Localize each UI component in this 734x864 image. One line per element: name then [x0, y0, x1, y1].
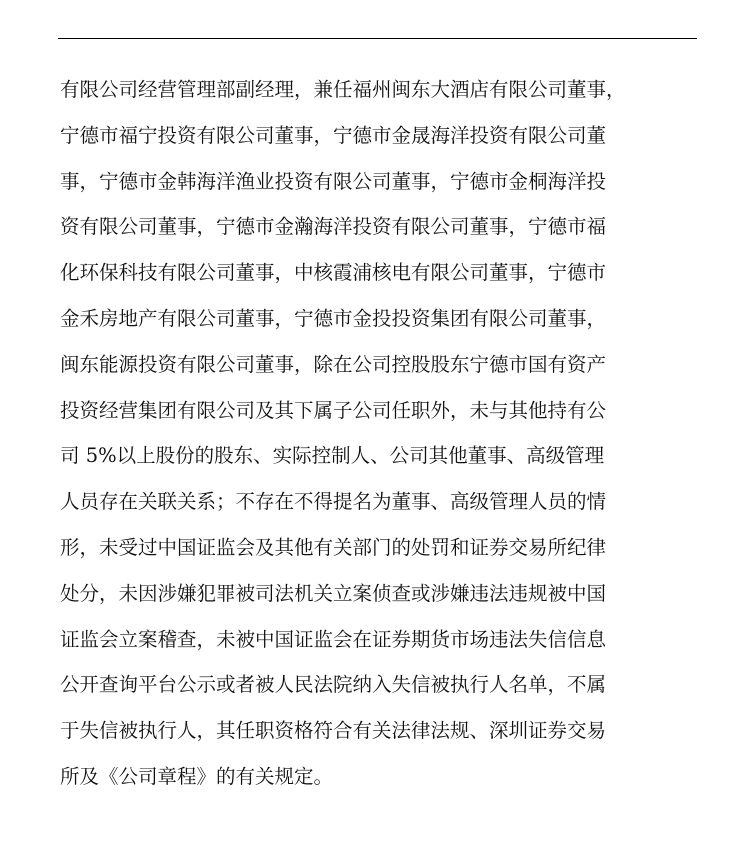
header-divider [58, 38, 697, 39]
paragraph-line: 于失信被执行人，其任职资格符合有关法律法规、深圳证券交易 [60, 719, 607, 743]
paragraph-line: 资有限公司董事，宁德市金瀚海洋投资有限公司董事，宁德市福 [60, 215, 607, 239]
paragraph-line: 事，宁德市金韩海洋渔业投资有限公司董事，宁德市金桐海洋投 [60, 169, 607, 193]
paragraph-line: 司 5%以上股份的股东、实际控制人、公司其他董事、高级管理 [60, 444, 605, 468]
paragraph-line: 人员存在关联关系；不存在不得提名为董事、高级管理人员的情 [60, 490, 607, 514]
paragraph-line: 形，未受过中国证监会及其他有关部门的处罚和证券交易所纪律 [60, 535, 607, 559]
body-paragraph [60, 74, 626, 807]
paragraph-line: 宁德市福宁投资有限公司董事，宁德市金晟海洋投资有限公司董 [60, 123, 607, 147]
paragraph-line: 金禾房地产有限公司董事，宁德市金投投资集团有限公司董事， [60, 306, 607, 330]
paragraph-line: 处分，未因涉嫌犯罪被司法机关立案侦查或涉嫌违法违规被中国 [60, 581, 607, 605]
paragraph-line: 闽东能源投资有限公司董事，除在公司控股股东宁德市国有资产 [60, 352, 607, 376]
paragraph-line: 所及《公司章程》的有关规定。 [60, 764, 334, 788]
paragraph-line: 证监会立案稽查，未被中国证监会在证券期货市场违法失信信息 [60, 627, 607, 651]
paragraph-line: 有限公司经营管理部副经理，兼任福州闽东大酒店有限公司董事， [60, 78, 626, 101]
paragraph-line: 投资经营集团有限公司及其下属子公司任职外，未与其他持有公 [60, 398, 607, 422]
paragraph-line: 化环保科技有限公司董事，中核霞浦核电有限公司董事，宁德市 [60, 261, 607, 285]
paragraph-line: 公开查询平台公示或者被人民法院纳入失信被执行人名单，不属 [60, 673, 607, 697]
